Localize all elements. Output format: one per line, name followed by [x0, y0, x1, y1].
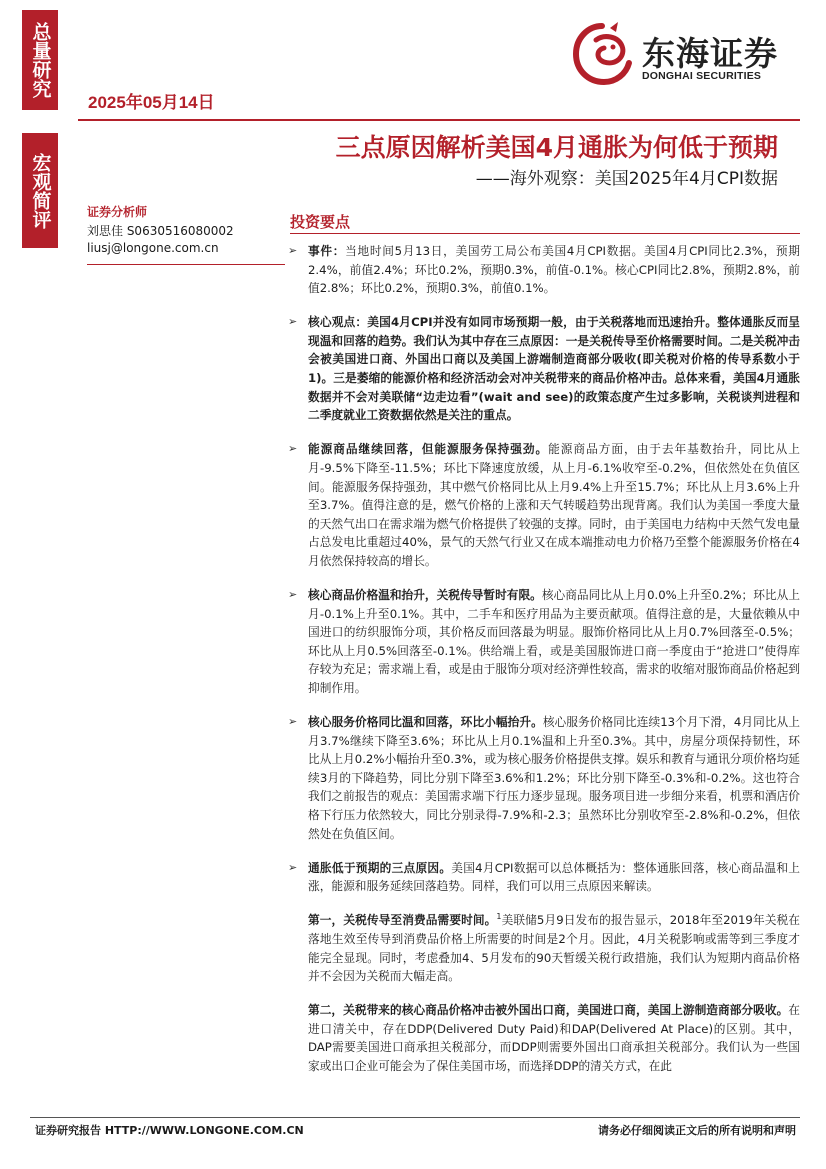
side-tab-research-type: 总量研究 [22, 10, 58, 110]
item-text: 美国4月CPI数据可以总体概括为：整体通胀回落，核心商品温和上涨，能源和服务延续回落趋势。同样，我们可以用三点原因来解读。 [308, 860, 800, 894]
item-lead: 通胀低于预期的三点原因。 [308, 860, 452, 875]
analyst-email: liusj@longone.com.cn [87, 241, 219, 255]
section-heading: 投资要点 [290, 213, 351, 231]
page-subtitle: ——海外观察：美国2025年4月CPI数据 [475, 169, 778, 189]
item-text: 核心服务价格同比连续13个月下滑，4月同比从上月3.7%继续下降至3.6%；环比从上月0.1%温和上升至0.3%。其中，房屋分项保持韧性，环比从上月0.2%小幅抬升至0.3%，或为核心服务价格提供支撑。娱乐和教育与通讯分项价格均延续3月的下降趋势，同比分别下降至3.6%和1.2%；环比分别下降至-0.3%和-0.2%。这也符合我们之前报告的观点：美国需求端下行压力逐步显现。服务项目进一步细分来看，机票和酒店价格下行压力依然较大，同比分别录得-7.9%和-2.3；虽然环比分别收窄至-2.8%和-0.2%，但依然处在负值区间。 [308, 715, 800, 841]
analyst-divider [87, 264, 285, 265]
arrow-bullet-icon: ➢ [288, 588, 298, 601]
list-item [288, 440, 800, 570]
report-body [288, 242, 800, 1091]
arrow-bullet-icon: ➢ [288, 244, 298, 257]
item-lead: 能源商品继续回落，但能源服务保持强劲。 [308, 442, 549, 457]
item-lead: 事件： [308, 244, 346, 258]
analyst-name-id: 刘思佳 S0630516080002 [87, 224, 234, 238]
list-item [288, 313, 800, 425]
item-text: 当地时间5月13日，美国劳工局公布美国4月CPI数据。美国4月CPI同比2.3%，预期2.4%，前值2.4%；环比0.2%，预期0.3%，前值-0.1%。核心CPI同比2.8%，预期2.8%，前值2.8%；环比0.2%，预期0.3%，前值0.1%。 [308, 244, 800, 296]
item-text: 核心商品同比从上月0.0%上升至0.2%；环比从上月-0.1%上升至0.1%。其中，二手车和医疗用品为主要贡献项。值得注意的是，大量依赖从中国进口的纺织服饰分项，其价格反而回落最为明显。服饰价格同比从上月0.7%回落至-0.5%；环比从上月0.5%回落至-0.1%。供给端上看，或是美国服饰进口商一季度由于“抢进口”使得库存较为充足；需求端上看，或是由于服饰分项对经济弹性较高，需求的收缩对服饰商品价格起到抑制作用。 [308, 588, 800, 695]
item-lead: 核心服务价格同比温和回落，环比小幅抬升。 [308, 715, 543, 730]
logo-english-name: DONGHAI SECURITIES [642, 70, 762, 82]
footnote-marker: 1 [496, 912, 502, 922]
list-item [288, 859, 800, 896]
arrow-bullet-icon: ➢ [288, 860, 298, 874]
side-tab-report-category: 宏观简评 [22, 133, 58, 248]
arrow-bullet-icon: ➢ [288, 315, 298, 329]
section-divider [290, 233, 800, 234]
item-lead: 核心商品价格温和抬升，关税传导暂时有限。 [308, 588, 542, 602]
footer-website: 证券研究报告 HTTP://WWW.LONGONE.COM.CN [35, 1124, 304, 1137]
company-logo [566, 20, 796, 90]
item-lead: 核心观点：美国4月CPI并没有如同市场预期一般，由于关税落地而迅速抬升。整体通胀反而呈现温和回落的趋势。我们认为其中存在三点原因：一是关税传导至价格需要时间。二是关税冲击会被美国进口商、外国出口商以及美国上游端制造商部分吸收(即关税对价格的传导系数小于1)。三是萎缩的能源价格和经济活动会对冲关税带来的商品价格冲击。总体来看，美国4月通胀数据并不会对美联储“边走边看”(wait and see)的政策态度产生过多影响，关税谈判进程和二季度就业工资数据依然是关注的重点。 [308, 315, 800, 423]
list-item [288, 586, 800, 698]
sub-paragraph [288, 911, 800, 985]
para-text: 在进口清关中，存在DDP(Delivered Duty Paid)和DAP(Delivered At Place)的区别。其中，DAP需要美国进口商承担关税部分，而DDP则需要外国出口商承担关税部分。我们认为一些国家或出口企业可能会为了保住美国市场，而选择DDP的清关方式，在此 [308, 1003, 800, 1074]
analyst-role: 证券分析师 [87, 205, 148, 219]
para-text: 美联储5月9日发布的报告显示，2018年至2019年关税在落地生效至传导到消费品价格上所需要的时间是2个月。因此，4月关税影响或需等到三季度才能完全显现。同时，考虑叠加4、5月发布的90天暂缓关税行政措施，我们认为短期内商品价格并不会因为关税而大幅走高。 [308, 913, 800, 984]
para-lead: 第一，关税传导至消费品需要时间。 [308, 913, 497, 928]
footer-divider [30, 1117, 800, 1118]
list-item [288, 713, 800, 843]
para-lead: 第二，关税带来的核心商品价格冲击被外国出口商，美国进口商，美国上游制造商部分吸收。 [308, 1003, 789, 1018]
report-date: 2025年05月14日 [88, 93, 215, 112]
arrow-bullet-icon: ➢ [288, 715, 298, 729]
logo-chinese-name: 东海证券 [642, 34, 778, 73]
header-divider [78, 119, 800, 121]
arrow-bullet-icon: ➢ [288, 442, 298, 456]
page-title: 三点原因解析美国4月通胀为何低于预期 [335, 133, 778, 162]
sub-paragraph [288, 1001, 800, 1075]
footer-disclaimer: 请务必仔细阅读正文后的所有说明和声明 [598, 1124, 796, 1137]
item-text: 能源商品方面，由于去年基数抬升，同比从上月-9.5%下降至-11.5%；环比下降速度放缓，从上月-6.1%收窄至-0.2%，但依然处在负值区间。能源服务保持强劲，其中燃气价格同比从上月9.4%上升至15.7%；环比从上月3.6%上升至3.7%。值得注意的是，燃气价格的上涨和天气转暖趋势出现背离。我们认为美国一季度大量的天然气出口在需求端为燃气价格提供了较强的支撑。同时，由于美国电力结构中天然气发电量占总发电比重超过40%，景气的天然气行业又在成本端推动电力价格乃至整个能源服务价格在4月依然保持较高的增长。 [308, 442, 800, 568]
analyst-block [87, 204, 297, 265]
list-item [288, 242, 800, 298]
dragon-logo-icon [566, 20, 638, 90]
